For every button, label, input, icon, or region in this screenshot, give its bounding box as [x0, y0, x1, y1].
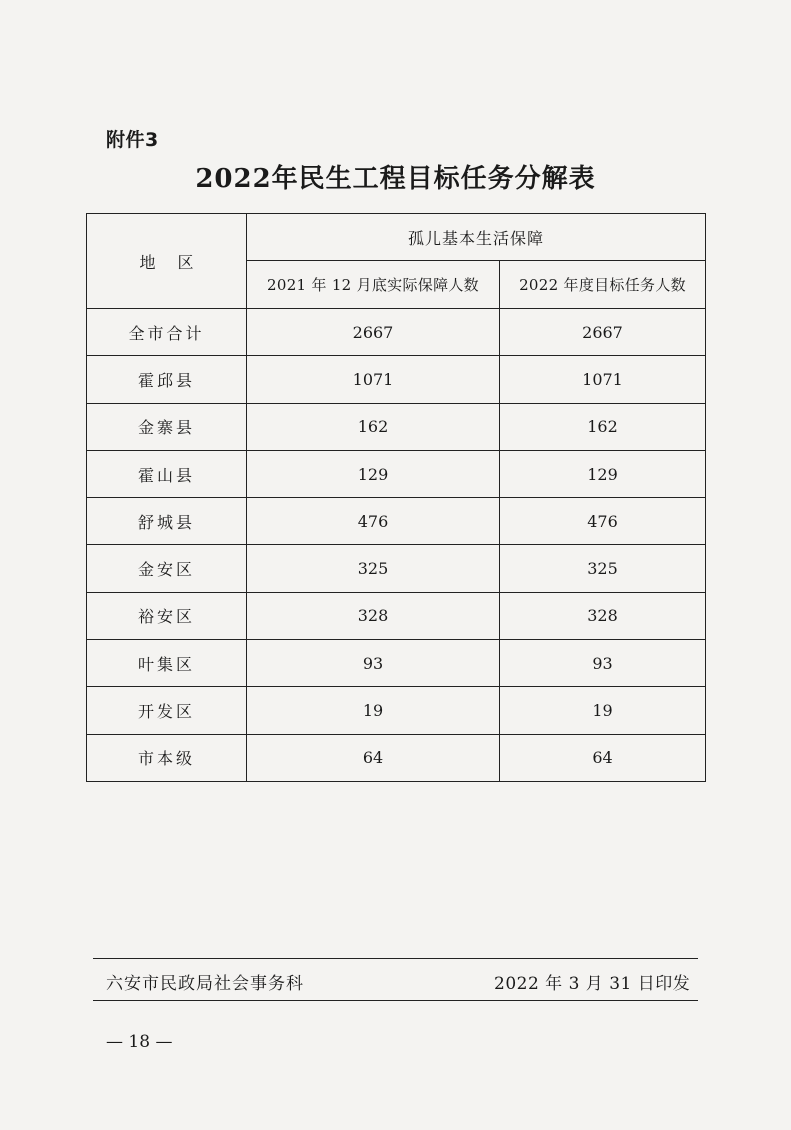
table-row: [87, 545, 706, 592]
region-cell: 金寨县: [87, 403, 247, 450]
actual-2021-cell: 325: [247, 545, 500, 592]
actual-2021-cell: 129: [247, 450, 500, 497]
table-row: [87, 356, 706, 403]
table-row: [87, 687, 706, 734]
region-cell: 叶集区: [87, 640, 247, 687]
target-2022-cell: 129: [500, 450, 706, 497]
task-breakdown-table: [86, 213, 706, 782]
region-cell: 霍邱县: [87, 356, 247, 403]
footer-top-rule: [93, 958, 698, 959]
orphan-support-group-header: 孤儿基本生活保障: [247, 214, 706, 261]
actual-2021-cell: 1071: [247, 356, 500, 403]
actual-2021-cell: 2667: [247, 309, 500, 356]
target-2022-cell: 93: [500, 640, 706, 687]
table-body: [87, 309, 706, 782]
region-cell: 开发区: [87, 687, 247, 734]
actual-2021-cell: 328: [247, 592, 500, 639]
region-cell: 全市合计: [87, 309, 247, 356]
actual-2021-cell: 19: [247, 687, 500, 734]
actual-2021-cell: 476: [247, 498, 500, 545]
actual-2021-cell: 93: [247, 640, 500, 687]
region-cell: 舒城县: [87, 498, 247, 545]
target-2022-cell: 64: [500, 734, 706, 781]
target-2022-cell: 328: [500, 592, 706, 639]
region-cell: 裕安区: [87, 592, 247, 639]
target-2022-cell: 325: [500, 545, 706, 592]
target-2022-cell: 162: [500, 403, 706, 450]
table-row: [87, 450, 706, 497]
table-row: [87, 309, 706, 356]
table-row: [87, 403, 706, 450]
region-column-header: 地区: [87, 214, 247, 309]
footer-bottom-rule: [93, 1000, 698, 1001]
actual-2021-cell: 64: [247, 734, 500, 781]
target-2022-cell: 1071: [500, 356, 706, 403]
target-2022-cell: 476: [500, 498, 706, 545]
actual-2021-column-header: 2021 年 12 月底实际保障人数: [247, 261, 500, 309]
table-row: [87, 734, 706, 781]
region-cell: 金安区: [87, 545, 247, 592]
region-cell: 市本级: [87, 734, 247, 781]
issue-date: 2022 年 3 月 31 日印发: [494, 974, 691, 994]
attachment-label: 附件3: [106, 129, 159, 151]
region-cell: 霍山县: [87, 450, 247, 497]
page-number: — 18 —: [106, 1032, 173, 1052]
issuer-name: 六安市民政局社会事务科: [106, 974, 304, 994]
page-title: 2022年民生工程目标任务分解表: [195, 164, 596, 194]
target-2022-cell: 19: [500, 687, 706, 734]
target-2022-cell: 2667: [500, 309, 706, 356]
table-row: [87, 640, 706, 687]
table-row: [87, 592, 706, 639]
target-2022-column-header: 2022 年度目标任务人数: [500, 261, 706, 309]
actual-2021-cell: 162: [247, 403, 500, 450]
table-row: [87, 498, 706, 545]
